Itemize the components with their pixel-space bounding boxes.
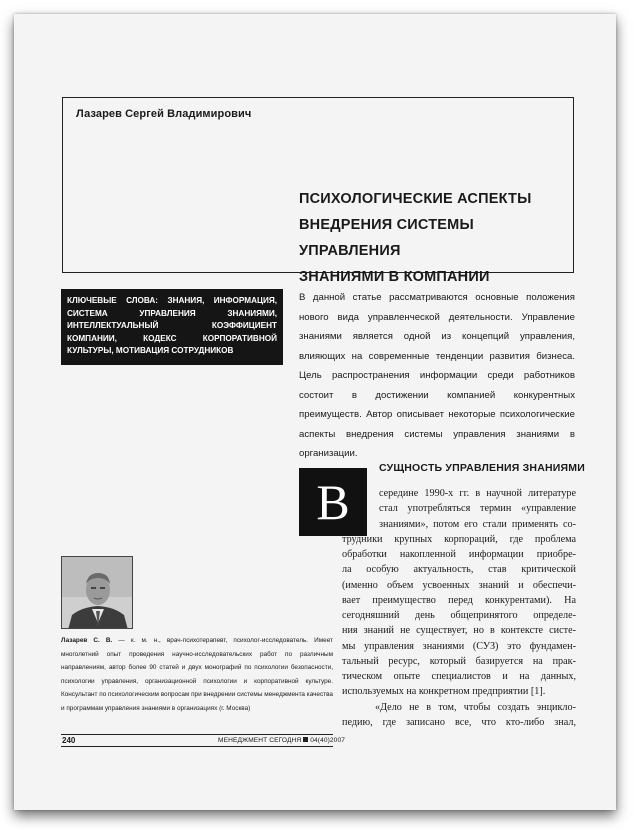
body-line: обработки накопленной информации приобре- — [342, 549, 576, 560]
journal-info — [218, 737, 345, 744]
body-line: вает преимущество перед конкурентами). На — [342, 594, 576, 606]
title-line: ВНЕДРЕНИЯ СИСТЕМЫ УПРАВЛЕНИЯ — [299, 217, 474, 259]
body-line: используемых на конкретном предприятии [1]. — [342, 686, 546, 698]
body-line: «Дело не в том, чтобы создать энциклo- — [375, 701, 576, 713]
journal-name: МЕНЕДЖМЕНТ СЕГОДНЯ — [218, 737, 302, 744]
title-line: ЗНАНИЯМИ В КОМПАНИИ — [299, 269, 490, 285]
author-bio — [61, 634, 333, 715]
title-line: ПСИХОЛОГИЧЕСКИЕ АСПЕКТЫ — [299, 191, 532, 207]
body-line: стал употребляться термин «управление — [379, 503, 576, 515]
page-number: 240 — [62, 736, 76, 745]
body-line: мы управления знаниями (СУЗ) это фундамен- — [342, 640, 576, 652]
body-line: ла особую актуальность, став критической — [342, 564, 576, 576]
keywords-box — [61, 289, 283, 365]
bio-text: — к. м. н., врач-психотерапевт, психолог-исследователь. Имеет многолетний опыт проведения научно-исследовательских работ по различным направлениям, автор более 90 статей и двух монографий по психологии безопасности, психологии управления, организационной психологии и корпоративной культуре. Консультант по психологическим вопросам при внедрении системы менеджмента качества и программам управления знаниями в организациях (г. Москва) — [61, 637, 333, 712]
body-line: тическом опыте специалистов и на данных, — [342, 671, 576, 682]
article-title — [299, 186, 579, 290]
body-line: педию, где записано все, что кто-либо знал, — [342, 716, 576, 728]
keywords-label: КЛЮЧЕВЫЕ СЛОВА: — [67, 296, 159, 305]
journal-issue: 04(40)2007 — [310, 737, 345, 744]
abstract: В данной статье рассматриваются основные положения нового вида управленческой деятельности. Управление знаниями является одной из концепций управления, влияющих на современные тенденции развития бизнеса. Цель распространения информации среди работников состоит в достижении компанией конкурентных преимуществ. Автор описывает некоторые психологические аспекты внедрения системы управления знаниями в организации. — [299, 292, 575, 459]
body-line: знаниями», потом его стали применять со- — [379, 518, 576, 530]
author-photo — [61, 556, 133, 629]
body-line: (именно объем усвоенных знаний и обеспечи- — [342, 579, 576, 591]
square-icon — [303, 737, 308, 742]
bio-name: Лазарев С. В. — [61, 637, 113, 644]
portrait-image — [62, 557, 133, 629]
footer-rule-top — [61, 734, 333, 735]
body-line: тальный ресурс, который базируется на прак- — [342, 655, 576, 667]
keywords-text: ЗНАНИЯ, ИНФОРМАЦИЯ, СИСТЕМА УПРАВЛЕНИЯ ЗНАНИЯМИ, ИНТЕЛЛЕКТУАЛЬНЫЙ КОЭФФИЦИЕНТ КОМПАНИИ, КОДЕКС КОРПОРАТИВНОЙ КУЛЬТУРЫ, МОТИВАЦИЯ СОТРУДНИКОВ — [67, 296, 278, 355]
section-heading: СУЩНОСТЬ УПРАВЛЕНИЯ ЗНАНИЯМИ — [379, 462, 585, 474]
drop-cap: В — [299, 468, 367, 536]
footer-rule-bottom — [61, 746, 333, 747]
body-line: ния знаний не существует, но в контексте систе- — [342, 625, 576, 637]
body-line: трудники крупных корпораций, где проблема — [342, 533, 576, 545]
body-line: сегодняшний день общепринятого определе- — [342, 610, 576, 621]
body-line: середине 1990-х гг. в научной литературе — [379, 488, 576, 499]
author-name: Лазарев Сергей Владимирович — [76, 108, 252, 120]
